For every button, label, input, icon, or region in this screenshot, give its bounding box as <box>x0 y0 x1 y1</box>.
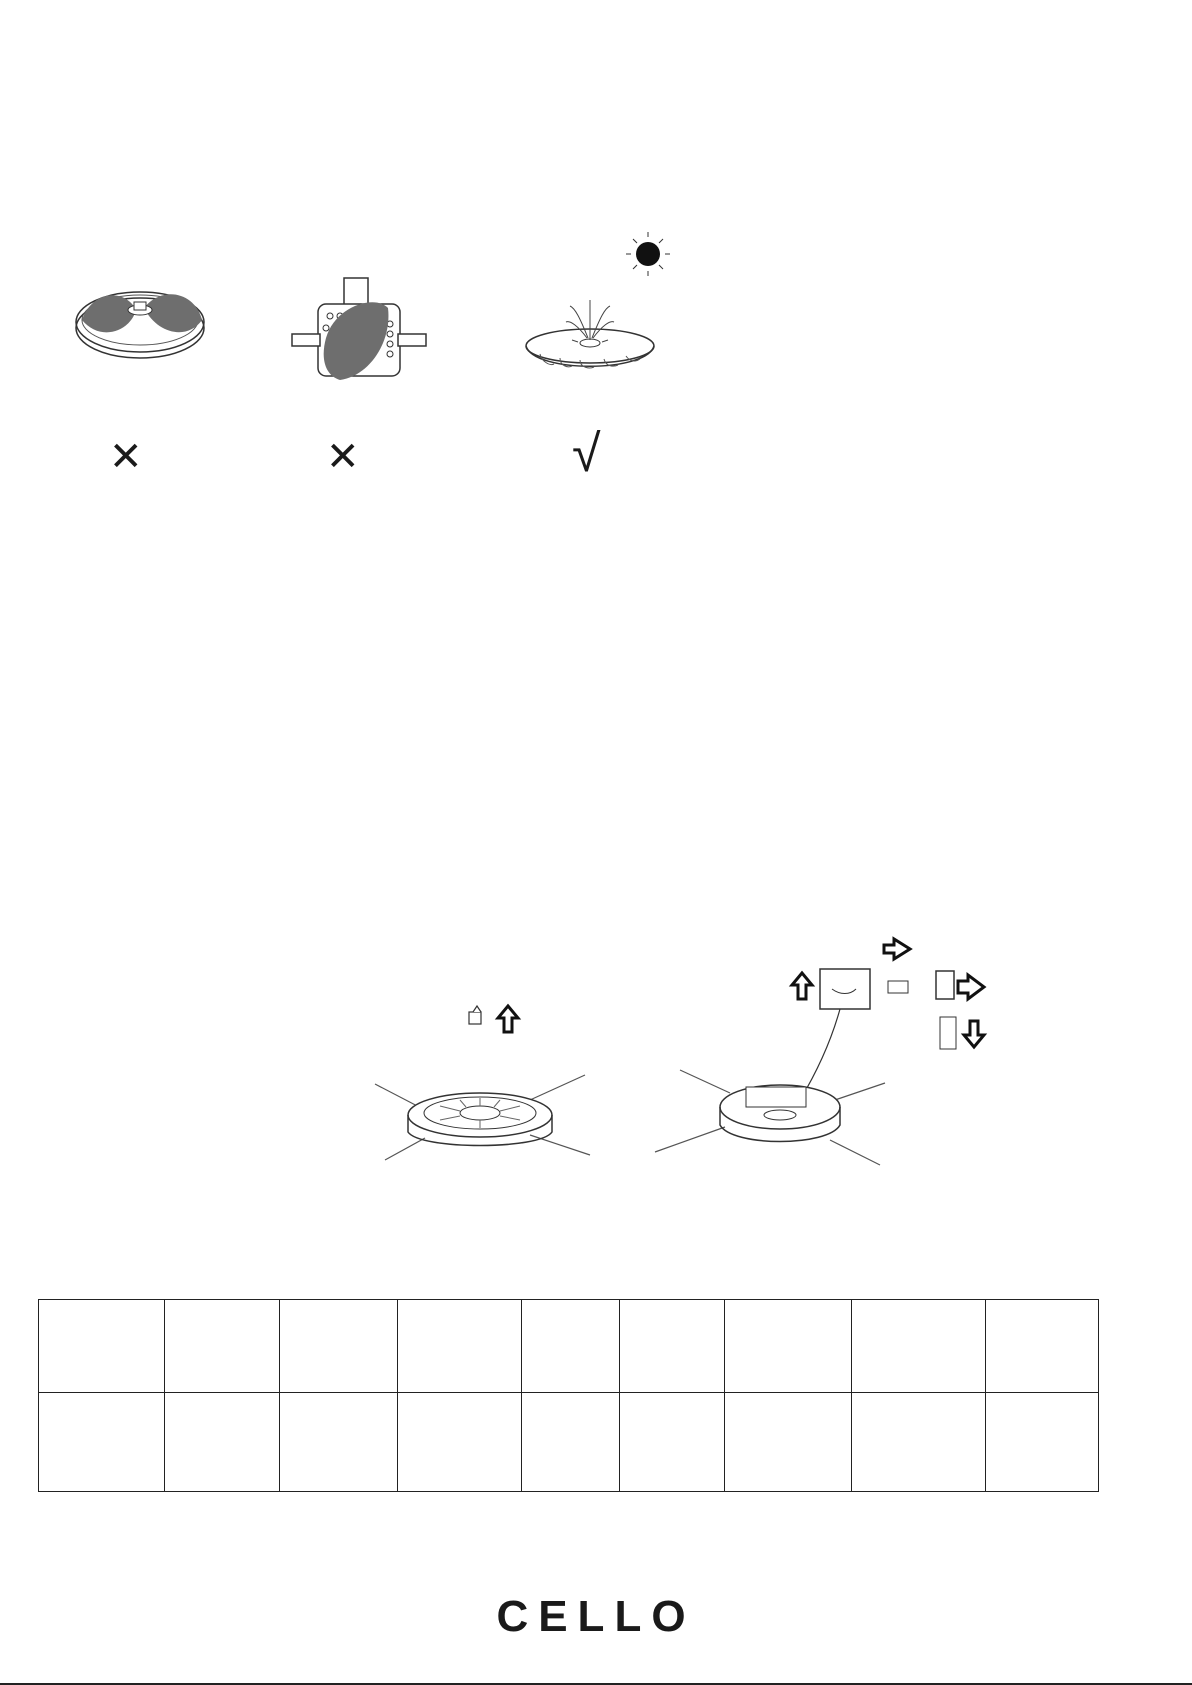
leaf-covered-pump-illustration <box>290 276 430 386</box>
fountain-in-sun-illustration <box>520 228 680 388</box>
table-cell <box>165 1300 280 1393</box>
brand-logo: CELLO <box>496 1592 696 1641</box>
spec-table <box>38 1299 1099 1492</box>
table-cell <box>398 1393 522 1492</box>
table-cell <box>165 1393 280 1492</box>
pump-battery-removal-illustration <box>650 935 1010 1175</box>
leaf-covered-panel-illustration <box>70 280 220 375</box>
table-cell <box>522 1393 620 1492</box>
correct-mark: √ <box>572 425 601 483</box>
incorrect-mark-2: ✕ <box>326 435 360 479</box>
table-cell <box>852 1393 986 1492</box>
table-cell <box>280 1393 398 1492</box>
incorrect-mark-1: ✕ <box>109 435 143 479</box>
nozzle-removal-illustration <box>370 1000 600 1170</box>
table-cell <box>620 1300 725 1393</box>
table-cell <box>39 1300 165 1393</box>
table-cell <box>522 1300 620 1393</box>
table-cell <box>620 1393 725 1492</box>
table-cell <box>725 1300 852 1393</box>
table-row <box>39 1300 1099 1393</box>
table-cell <box>398 1300 522 1393</box>
table-row <box>39 1393 1099 1492</box>
table-cell <box>986 1393 1099 1492</box>
table-cell <box>852 1300 986 1393</box>
table-cell <box>725 1393 852 1492</box>
table-cell <box>39 1393 165 1492</box>
table-cell <box>280 1300 398 1393</box>
table-cell <box>986 1300 1099 1393</box>
